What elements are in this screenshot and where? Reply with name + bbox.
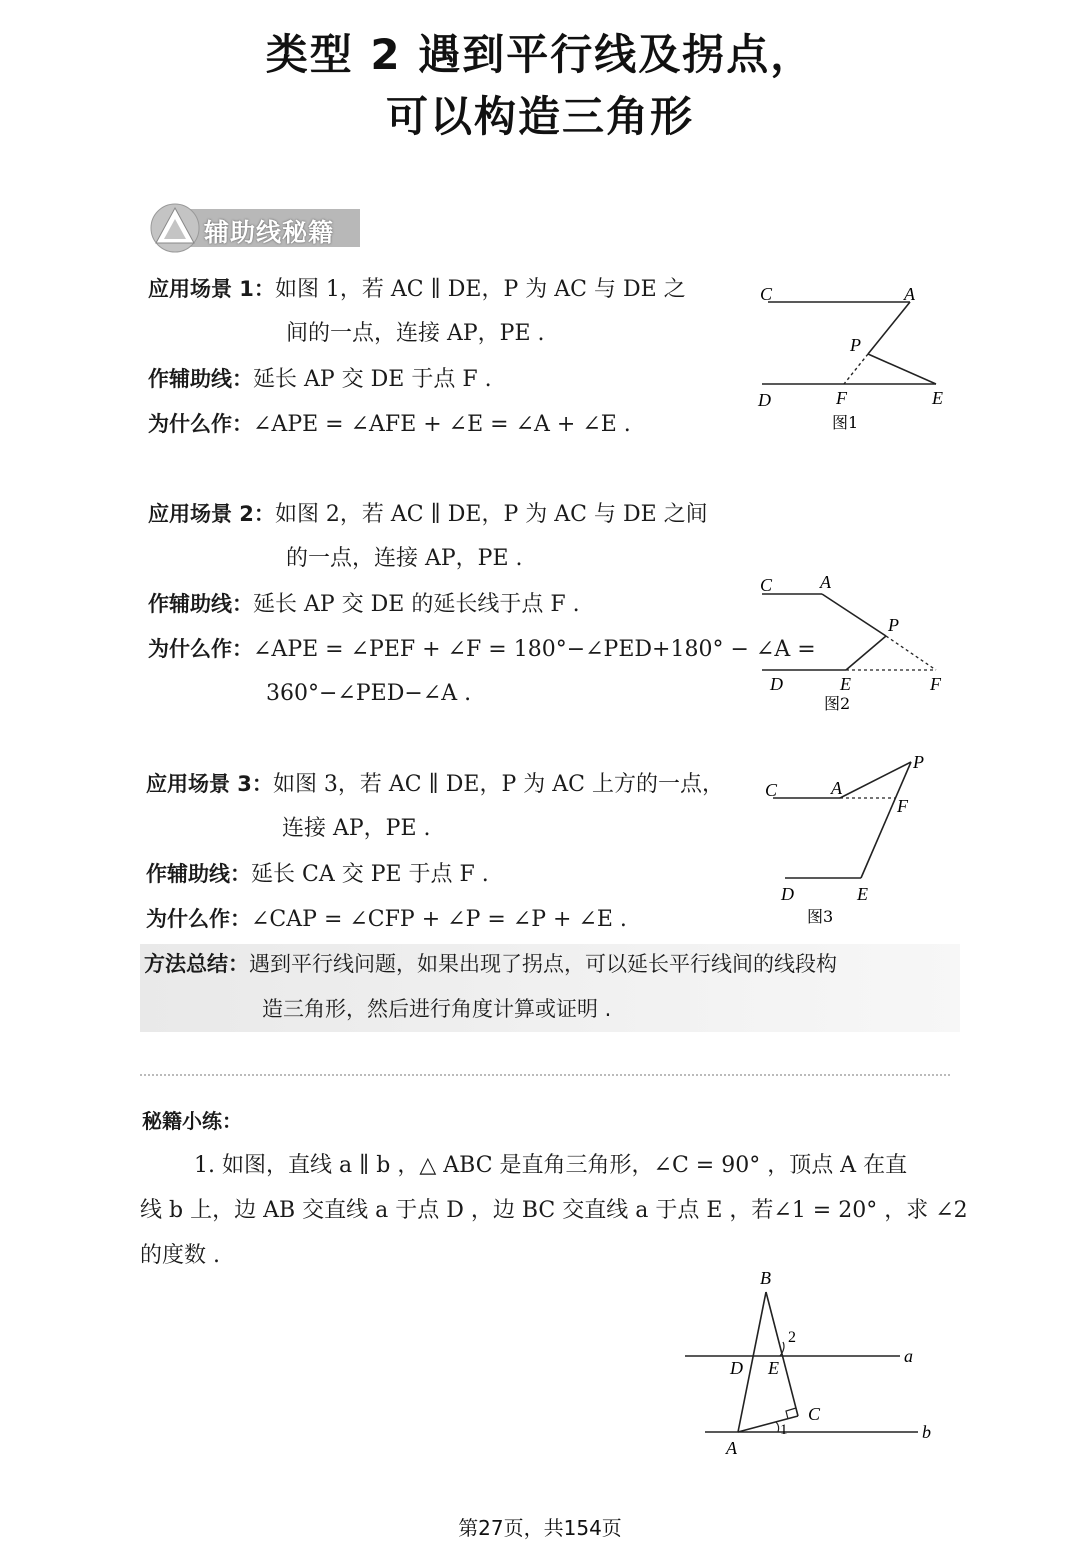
fig3-caption: 图3: [807, 907, 834, 926]
scene1-why: [148, 409, 631, 440]
section-badge: [150, 203, 362, 253]
scene3-why: [146, 904, 627, 935]
pfig-label-a: A: [726, 1438, 737, 1458]
fig2-caption: 图2: [824, 694, 851, 713]
fig3-label-f: F: [897, 796, 908, 816]
badge-label: 辅助线秘籍: [204, 218, 335, 247]
practice-heading: 秘籍小练：: [142, 1109, 242, 1133]
pfig-label-2: 2: [788, 1329, 796, 1346]
fig1-label-c: C: [760, 284, 773, 304]
summary-label: 方法总结：: [144, 952, 249, 976]
scene2-why-label: 为什么作：: [148, 637, 253, 661]
scene1-aux-text: 延长 AP 交 DE 于点 F .: [253, 367, 492, 392]
scene3-aux-text: 延长 CA 交 PE 于点 F .: [251, 862, 489, 887]
pfig-label-e: E: [768, 1358, 779, 1378]
figure-3: [755, 750, 945, 930]
scene2-why-text: ∠APE = ∠PEF + ∠F = 180°−∠PED+180° − ∠A =: [253, 637, 816, 662]
pfig-label-1: 1: [780, 1422, 788, 1438]
fig3-label-p: P: [913, 752, 924, 772]
fig2-label-f: F: [930, 674, 941, 694]
scene2-text2: 的一点，连接 AP，PE .: [286, 546, 523, 571]
pfig-label-line-a: a: [904, 1346, 913, 1366]
scene1-why-label: 为什么作：: [148, 412, 253, 436]
figure-2: [750, 570, 960, 720]
fig3-label-c: C: [765, 780, 778, 800]
scene1-label: 应用场景 1：: [148, 277, 275, 301]
fig1-label-p: P: [850, 335, 861, 355]
fig1-caption: 图1: [832, 413, 859, 432]
page-footer: 第27页，共154页: [458, 1516, 622, 1540]
scene2-label: 应用场景 2：: [148, 502, 275, 526]
scene2-why: [148, 634, 816, 665]
fig1-label-d: D: [758, 390, 771, 410]
fig2-label-d: D: [770, 674, 783, 694]
fig1-label-a: A: [904, 284, 915, 304]
scene1-why-text: ∠APE = ∠AFE + ∠E = ∠A + ∠E .: [253, 412, 631, 437]
scene3-line1: [146, 769, 724, 800]
pfig-label-b: B: [760, 1268, 771, 1288]
scene2-why-text2: 360°−∠PED−∠A .: [266, 681, 472, 706]
scene3-text1: 如图 3，若 AC ∥ DE，P 为 AC 上方的一点，: [272, 772, 724, 797]
scene2-aux-label: 作辅助线：: [148, 592, 253, 616]
pfig-label-d: D: [730, 1358, 743, 1378]
fig2-label-a: A: [820, 572, 831, 592]
scene3-why-text: ∠CAP = ∠CFP + ∠P = ∠P + ∠E .: [251, 907, 627, 932]
fig3-label-d: D: [781, 884, 794, 904]
practice-q1-line2: 线 b 上，边 AB 交直线 a 于点 D ，边 BC 交直线 a 于点 E ，若∠1 = 20° ，求 ∠2: [140, 1198, 968, 1223]
page-title-line1: 类型 2 遇到平行线及拐点，: [265, 30, 815, 79]
scene3-aux: [146, 859, 489, 890]
scene1-aux: [148, 364, 492, 395]
scene3-label: 应用场景 3：: [146, 772, 273, 796]
page-title-line2: 可以构造三角形: [385, 92, 694, 141]
practice-figure: [680, 1262, 950, 1462]
scene1-text1: 如图 1，若 AC ∥ DE，P 为 AC 与 DE 之: [274, 277, 686, 302]
fig3-label-a: A: [831, 778, 842, 798]
fig1-label-f: F: [836, 388, 847, 408]
scene2-line1: [148, 499, 708, 530]
fig2-label-c: C: [760, 575, 773, 595]
scene2-text1: 如图 2，若 AC ∥ DE，P 为 AC 与 DE 之间: [274, 502, 708, 527]
summary-line1: [144, 949, 837, 980]
scene1-aux-label: 作辅助线：: [148, 367, 253, 391]
scene3-text2: 连接 AP，PE .: [282, 816, 431, 841]
practice-q1-line1: 1. 如图，直线 a ∥ b ，△ ABC 是直角三角形，∠C = 90° ，顶点 A 在直: [194, 1153, 908, 1178]
scene2-aux: [148, 589, 580, 620]
fig2-label-p: P: [888, 615, 899, 635]
fig3-label-e: E: [857, 884, 868, 904]
fig2-label-e: E: [840, 674, 851, 694]
summary-text1: 遇到平行线问题，如果出现了拐点，可以延长平行线间的线段构: [249, 952, 837, 976]
pfig-label-line-b: b: [922, 1422, 931, 1442]
scene3-why-label: 为什么作：: [146, 907, 251, 931]
fig1-label-e: E: [932, 388, 943, 408]
practice-q1-line3: 的度数 .: [140, 1243, 220, 1268]
scene1-line1: [148, 274, 686, 305]
section-divider: [140, 1074, 950, 1076]
figure-1: [750, 280, 960, 440]
summary-text2: 造三角形，然后进行角度计算或证明 .: [262, 997, 612, 1021]
scene1-text2: 间的一点，连接 AP，PE .: [286, 321, 545, 346]
scene3-aux-label: 作辅助线：: [146, 862, 251, 886]
scene2-aux-text: 延长 AP 交 DE 的延长线于点 F .: [253, 592, 580, 617]
pfig-label-c: C: [808, 1404, 821, 1424]
